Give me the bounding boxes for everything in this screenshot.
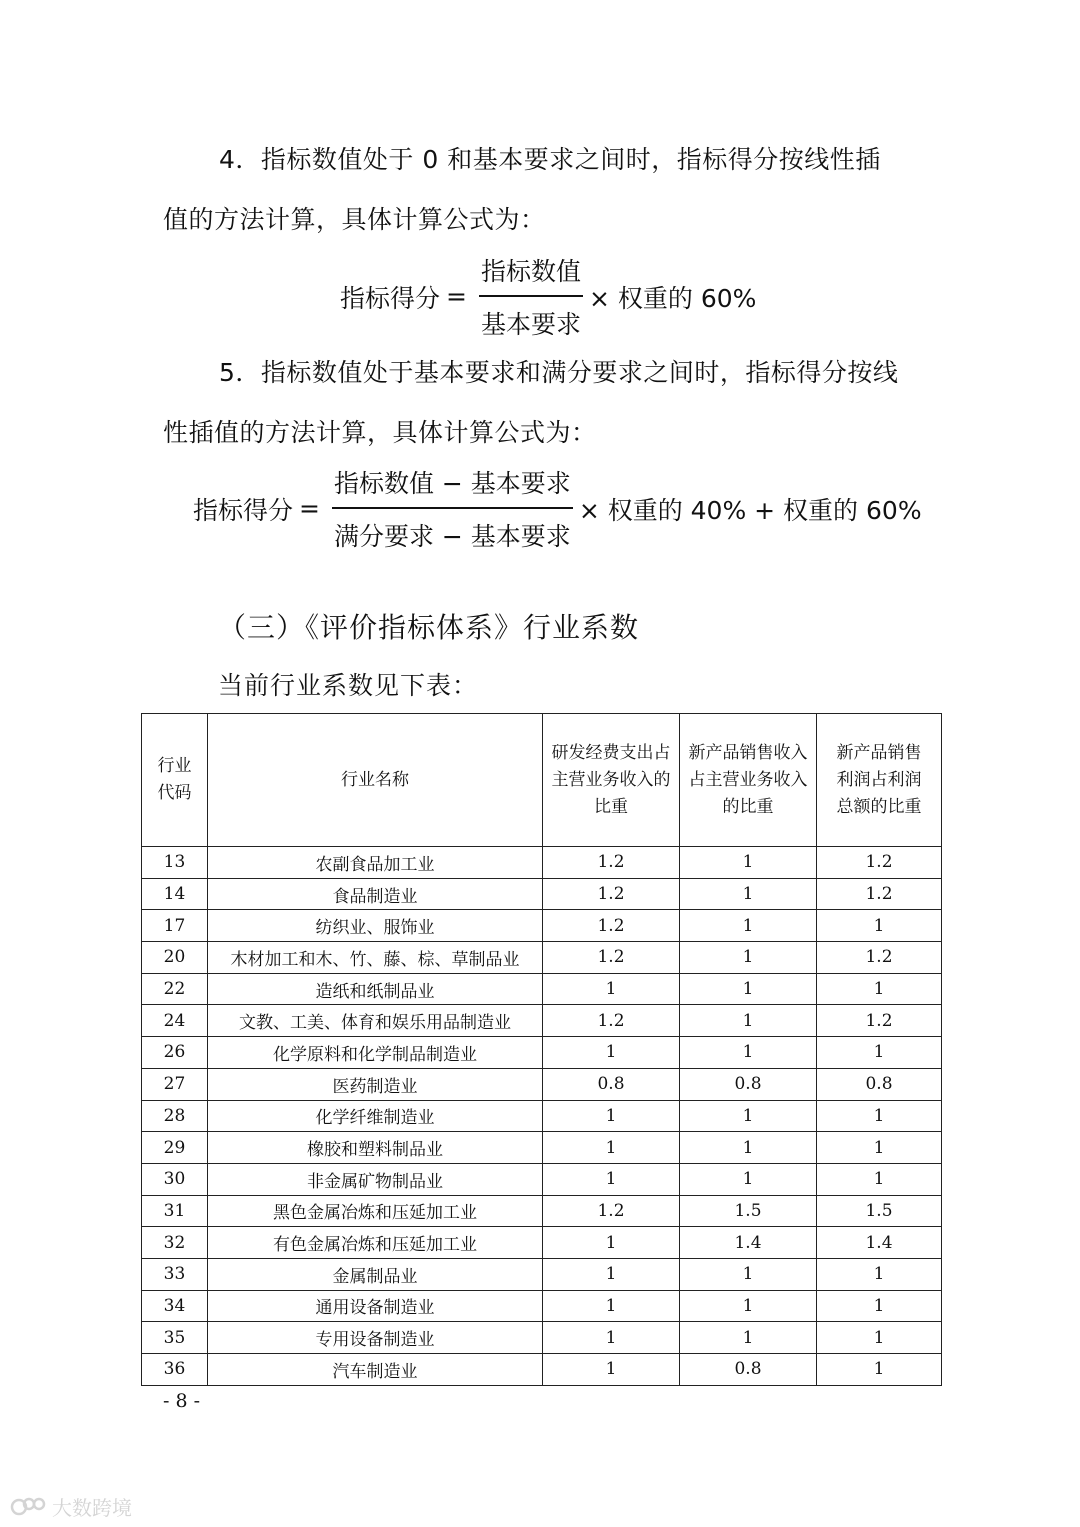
cell-rd: 1.2 bbox=[543, 1195, 680, 1227]
cell-sales: 1 bbox=[680, 847, 817, 879]
watermark-text: 大数跨境 bbox=[52, 1496, 132, 1520]
cell-name: 橡胶和塑料制品业 bbox=[208, 1132, 543, 1164]
formula-2-tail: × 权重的 40% + 权重的 60% bbox=[578, 495, 922, 525]
cell-name: 金属制品业 bbox=[208, 1258, 543, 1290]
watermark bbox=[10, 1492, 132, 1521]
cell-sales: 1 bbox=[680, 973, 817, 1005]
cell-sales: 0.8 bbox=[680, 1068, 817, 1100]
cell-name: 有色金属冶炼和压延加工业 bbox=[208, 1227, 543, 1259]
cell-name: 医药制造业 bbox=[208, 1068, 543, 1100]
cell-sales: 1.4 bbox=[680, 1227, 817, 1259]
cell-rd: 1.2 bbox=[543, 878, 680, 910]
cell-name: 文教、工美、体育和娱乐用品制造业 bbox=[208, 1005, 543, 1037]
cell-sales: 1 bbox=[680, 942, 817, 974]
paragraph-5: 5．指标数值处于基本要求和满分要求之间时，指标得分按线性插值的方法计算，具体计算公式为： bbox=[163, 358, 899, 447]
cell-code: 17 bbox=[142, 910, 208, 942]
cell-sales: 1 bbox=[680, 910, 817, 942]
cell-rd: 1.2 bbox=[543, 1005, 680, 1037]
cell-sales: 1.5 bbox=[680, 1195, 817, 1227]
cell-code: 33 bbox=[142, 1258, 208, 1290]
formula-2-equals: = bbox=[299, 494, 320, 523]
cell-sales: 0.8 bbox=[680, 1354, 817, 1386]
cell-name: 黑色金属冶炼和压延加工业 bbox=[208, 1195, 543, 1227]
cell-sales: 1 bbox=[680, 1132, 817, 1164]
cell-rd: 1 bbox=[543, 1227, 680, 1259]
cell-profit: 1.2 bbox=[817, 1005, 942, 1037]
table-row bbox=[142, 1068, 942, 1100]
watermark-logo-icon bbox=[10, 1494, 48, 1520]
table-row bbox=[142, 1037, 942, 1069]
cell-code: 28 bbox=[142, 1100, 208, 1132]
cell-profit: 1.2 bbox=[817, 878, 942, 910]
table-row bbox=[142, 942, 942, 974]
cell-profit: 1 bbox=[817, 1322, 942, 1354]
cell-sales: 1 bbox=[680, 1290, 817, 1322]
cell-code: 20 bbox=[142, 942, 208, 974]
formula-2-fraction bbox=[332, 464, 573, 553]
formula-2-denominator: 满分要求 − 基本要求 bbox=[333, 522, 571, 551]
cell-name: 造纸和纸制品业 bbox=[208, 973, 543, 1005]
cell-profit: 1 bbox=[817, 1037, 942, 1069]
table-row bbox=[142, 1354, 942, 1386]
cell-rd: 1.2 bbox=[543, 847, 680, 879]
cell-sales: 1 bbox=[680, 1163, 817, 1195]
table-row bbox=[142, 1227, 942, 1259]
cell-profit: 1 bbox=[817, 973, 942, 1005]
cell-rd: 1 bbox=[543, 1354, 680, 1386]
cell-profit: 1 bbox=[817, 1100, 942, 1132]
header-code: 行业代码 bbox=[142, 714, 208, 847]
cell-sales: 1 bbox=[680, 1100, 817, 1132]
table-intro: 当前行业系数见下表： bbox=[218, 671, 479, 700]
table-row bbox=[142, 1132, 942, 1164]
cell-sales: 1 bbox=[680, 878, 817, 910]
table-row bbox=[142, 973, 942, 1005]
cell-code: 22 bbox=[142, 973, 208, 1005]
cell-profit: 1 bbox=[817, 1132, 942, 1164]
header-new-product-sales: 新产品销售收入占主营业务收入的比重 bbox=[680, 714, 817, 847]
table-row bbox=[142, 878, 942, 910]
cell-profit: 1 bbox=[817, 1258, 942, 1290]
formula-1-denominator: 基本要求 bbox=[480, 310, 581, 339]
cell-code: 32 bbox=[142, 1227, 208, 1259]
table-row bbox=[142, 1195, 942, 1227]
cell-name: 通用设备制造业 bbox=[208, 1290, 543, 1322]
cell-rd: 1.2 bbox=[543, 942, 680, 974]
cell-profit: 1 bbox=[817, 1290, 942, 1322]
cell-profit: 1.2 bbox=[817, 847, 942, 879]
cell-rd: 1 bbox=[543, 1322, 680, 1354]
cell-code: 14 bbox=[142, 878, 208, 910]
cell-profit: 0.8 bbox=[817, 1068, 942, 1100]
cell-code: 24 bbox=[142, 1005, 208, 1037]
table-row bbox=[142, 1290, 942, 1322]
cell-profit: 1 bbox=[817, 910, 942, 942]
cell-code: 31 bbox=[142, 1195, 208, 1227]
cell-code: 13 bbox=[142, 847, 208, 879]
cell-profit: 1.4 bbox=[817, 1227, 942, 1259]
table-header-row bbox=[142, 714, 942, 847]
cell-code: 30 bbox=[142, 1163, 208, 1195]
cell-rd: 1 bbox=[543, 1258, 680, 1290]
cell-sales: 1 bbox=[680, 1005, 817, 1037]
cell-profit: 1.2 bbox=[817, 942, 942, 974]
cell-rd: 1 bbox=[543, 1100, 680, 1132]
page-number: - 8 - bbox=[163, 1390, 201, 1412]
cell-rd: 1 bbox=[543, 1037, 680, 1069]
formula-1-numerator: 指标数值 bbox=[479, 252, 583, 297]
cell-rd: 1 bbox=[543, 1163, 680, 1195]
cell-name: 纺织业、服饰业 bbox=[208, 910, 543, 942]
cell-name: 专用设备制造业 bbox=[208, 1322, 543, 1354]
cell-sales: 1 bbox=[680, 1258, 817, 1290]
formula-1-fraction bbox=[479, 252, 583, 341]
cell-name: 农副食品加工业 bbox=[208, 847, 543, 879]
cell-rd: 1 bbox=[543, 1290, 680, 1322]
formula-1-equals: = bbox=[446, 282, 467, 311]
cell-code: 29 bbox=[142, 1132, 208, 1164]
formula-1 bbox=[340, 252, 756, 341]
cell-profit: 1 bbox=[817, 1163, 942, 1195]
formula-2-numerator: 指标数值 − 基本要求 bbox=[332, 464, 573, 509]
cell-code: 26 bbox=[142, 1037, 208, 1069]
table-row bbox=[142, 1005, 942, 1037]
cell-rd: 1 bbox=[543, 1132, 680, 1164]
cell-name: 木材加工和木、竹、藤、棕、草制品业 bbox=[208, 942, 543, 974]
cell-rd: 1.2 bbox=[543, 910, 680, 942]
formula-2-lhs: 指标得分 bbox=[193, 495, 294, 525]
cell-name: 汽车制造业 bbox=[208, 1354, 543, 1386]
cell-name: 食品制造业 bbox=[208, 878, 543, 910]
cell-code: 27 bbox=[142, 1068, 208, 1100]
table-row bbox=[142, 1322, 942, 1354]
formula-1-tail: × 权重的 60% bbox=[588, 283, 757, 313]
cell-rd: 0.8 bbox=[543, 1068, 680, 1100]
cell-name: 非金属矿物制品业 bbox=[208, 1163, 543, 1195]
cell-code: 35 bbox=[142, 1322, 208, 1354]
table-row bbox=[142, 910, 942, 942]
table-row bbox=[142, 847, 942, 879]
cell-name: 化学纤维制造业 bbox=[208, 1100, 543, 1132]
cell-code: 36 bbox=[142, 1354, 208, 1386]
cell-sales: 1 bbox=[680, 1322, 817, 1354]
header-rd-ratio: 研发经费支出占主营业务收入的比重 bbox=[543, 714, 680, 847]
section-title: （三）《评价指标体系》行业系数 bbox=[218, 611, 640, 644]
header-new-product-profit: 新产品销售利润占利润总额的比重 bbox=[817, 714, 942, 847]
cell-profit: 1.5 bbox=[817, 1195, 942, 1227]
cell-rd: 1 bbox=[543, 973, 680, 1005]
cell-name: 化学原料和化学制品制造业 bbox=[208, 1037, 543, 1069]
cell-profit: 1 bbox=[817, 1354, 942, 1386]
table-row bbox=[142, 1163, 942, 1195]
table-row bbox=[142, 1100, 942, 1132]
table-row bbox=[142, 1258, 942, 1290]
paragraph-4: 4．指标数值处于 0 和基本要求之间时，指标得分按线性插值的方法计算，具体计算公式为： bbox=[163, 145, 881, 234]
formula-1-lhs: 指标得分 bbox=[340, 283, 441, 313]
cell-sales: 1 bbox=[680, 1037, 817, 1069]
formula-2 bbox=[193, 464, 922, 553]
header-name: 行业名称 bbox=[208, 714, 543, 847]
industry-coefficient-table bbox=[141, 713, 942, 1386]
cell-code: 34 bbox=[142, 1290, 208, 1322]
